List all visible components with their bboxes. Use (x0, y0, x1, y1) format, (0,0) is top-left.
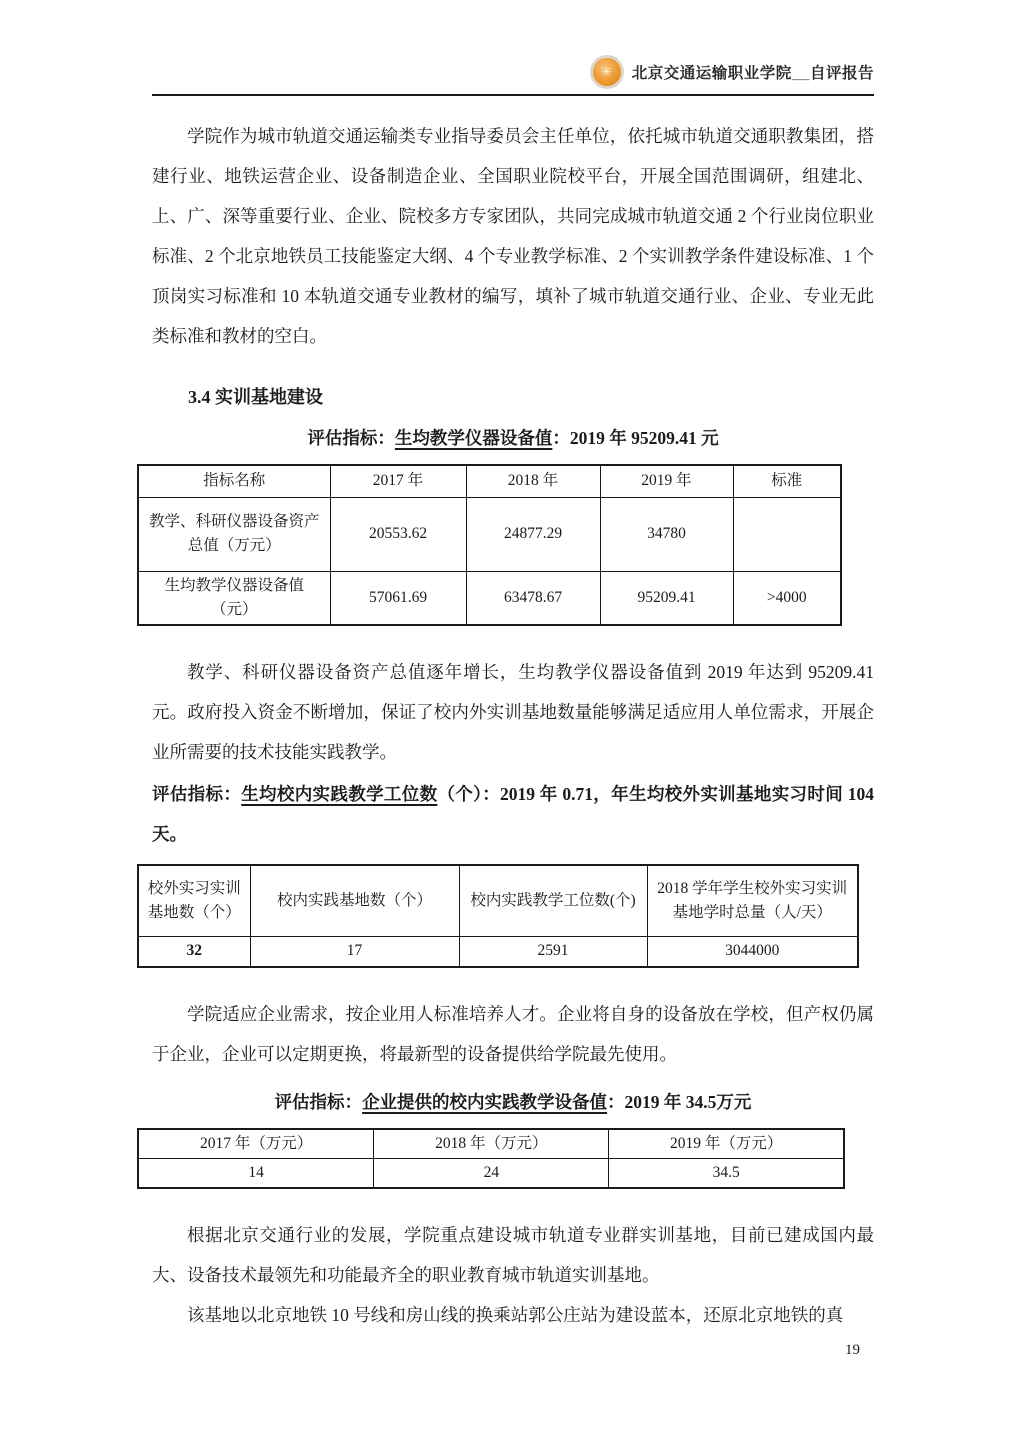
college-seal-icon (590, 55, 624, 89)
table-cell: 95209.41 (600, 571, 733, 625)
table-cell: 57061.69 (330, 571, 466, 625)
table-row (138, 1158, 844, 1188)
table-row (138, 571, 841, 625)
table-row (138, 937, 858, 967)
table-header-cell: 2019 年 (600, 465, 733, 497)
indicator-prefix: 评估指标： (274, 1091, 363, 1112)
paragraph-guogongzhuang: 该基地以北京地铁 10 号线和房山线的换乘站郭公庄站为建设蓝本，还原北京地铁的真 (187, 1305, 844, 1325)
table-header-row (138, 865, 858, 937)
table-header-row (138, 1129, 844, 1159)
table-header-cell: 2019 年（万元） (609, 1129, 844, 1159)
table-header-cell: 标准 (733, 465, 841, 497)
table-cell: 24 (374, 1158, 609, 1188)
table-cell: 34780 (600, 497, 733, 571)
paragraph-enterprise-equipment: 学院适应企业需求，按企业用人标准培养人才。企业将自身的设备放在学校，但产权仍属于企业，企业可以定期更换，将最新型的设备提供给学院最先使用。 (152, 1003, 874, 1064)
table-cell: 生均教学仪器设备值（元） (138, 571, 330, 625)
table-cell: 24877.29 (466, 497, 600, 571)
practice-base-table (137, 864, 859, 968)
table-header-cell: 校内实践基地数（个） (250, 865, 459, 937)
indicator-line-enterprise-value (152, 1088, 874, 1116)
indicator-prefix: 评估指标： (307, 428, 395, 448)
table-header-cell: 2017 年（万元） (138, 1129, 374, 1159)
table-cell: 34.5 (609, 1158, 844, 1188)
paragraph-asset-growth: 教学、科研仪器设备资产总值逐年增长，生均教学仪器设备值到 2019 年达到 95209.41 元。政府投入资金不断增加，保证了校内外实训基地数量能够满足适应用人单位需求，开展企业所需要的技术技能实践教学。 (152, 661, 874, 762)
indicator-line-workstations (152, 774, 874, 854)
indicator-term: 生均教学仪器设备值 (394, 428, 553, 448)
table-cell: 20553.62 (330, 497, 466, 571)
table-cell: >4000 (733, 571, 841, 625)
section-heading-3-4: 3.4 实训基地建设 (188, 387, 323, 407)
table-cell (733, 497, 841, 571)
table-header-cell: 指标名称 (138, 465, 330, 497)
enterprise-equipment-table (137, 1128, 845, 1190)
table-cell: 17 (250, 937, 459, 967)
table-row (138, 497, 841, 571)
equipment-value-table (137, 464, 842, 626)
table-cell: 3044000 (647, 937, 858, 967)
indicator-value: ：2019 年 95209.41 元 (552, 428, 719, 448)
indicator-prefix: 评估指标： (152, 783, 242, 804)
header-title: 北京交通运输职业学院__自评报告 (631, 65, 874, 82)
table-header-row (138, 465, 841, 497)
indicator-term: 生均校内实践教学工位数 (241, 783, 438, 804)
table-header-cell: 2017 年 (330, 465, 466, 497)
table-header-cell: 校外实习实训基地数（个） (138, 865, 250, 937)
seal-emblem-glyph: ✳ (601, 64, 613, 80)
table-cell: 2591 (459, 937, 647, 967)
paragraph-rail-base-built: 根据北京交通行业的发展，学院重点建设城市轨道专业群实训基地，目前已建成国内最大、设备技术最领先和功能最齐全的职业教育城市轨道实训基地。 (152, 1225, 874, 1285)
table-header-cell: 校内实践教学工位数(个) (459, 865, 647, 937)
table-header-cell: 2018 学年学生校外实习实训基地学时总量（人/天） (647, 865, 858, 937)
page-header (152, 0, 874, 96)
indicator-value: （个）：2019 年 0.71，年生均校外实训基地实习时间 104天。 (152, 783, 875, 844)
indicator-value: ：2019 年 34.5万元 (607, 1091, 752, 1112)
table-header-cell: 2018 年（万元） (374, 1129, 609, 1159)
table-cell: 32 (138, 937, 250, 967)
page-number: 19 (845, 1342, 860, 1358)
table-cell: 63478.67 (466, 571, 600, 625)
table-cell: 教学、科研仪器设备资产总值（万元） (138, 497, 330, 571)
indicator-term: 企业提供的校内实践教学设备值 (362, 1091, 608, 1112)
indicator-line-equipment-value (152, 424, 874, 452)
paragraph-committee-standards: 学院作为城市轨道交通运输类专业指导委员会主任单位，依托城市轨道交通职教集团，搭建行业、地铁运营企业、设备制造企业、全国职业院校平台，开展全国范围调研，组建北、上、广、深等重要行业、企业、院校多方专家团队，共同完成城市轨道交通 2 个行业岗位职业标准、2 个北京地铁员工技能鉴定大纲、4 个专业教学标准、2 个实训教学条件建设标准、1 个顶岗实习标准和 10 本轨道交通专业教材的编写，填补了城市轨道交通行业、企业、专业无此类标准和教材的空白。 (152, 126, 874, 346)
table-cell: 14 (138, 1158, 374, 1188)
table-header-cell: 2018 年 (466, 465, 600, 497)
